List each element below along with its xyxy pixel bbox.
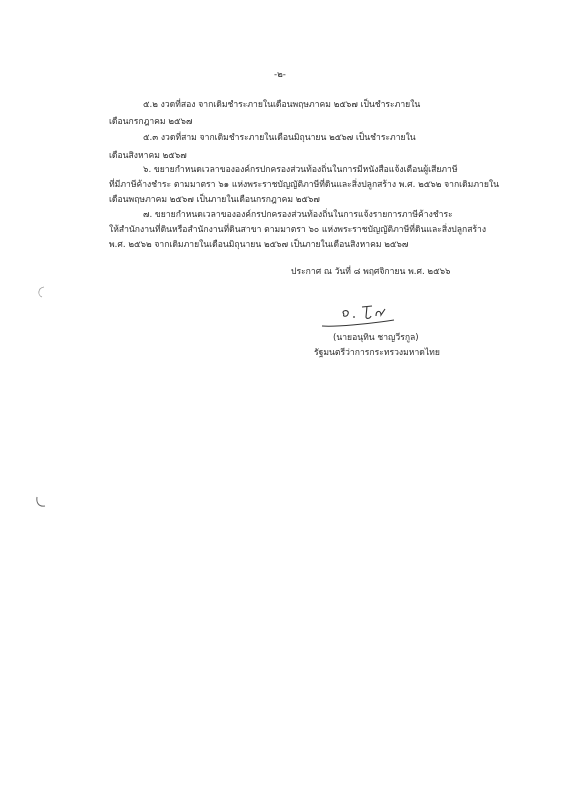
page-number: -๒- (274, 70, 286, 80)
text-line: พ.ศ. ๒๕๖๒ จากเดิมภายในเดือนมิถุนายน ๒๕๖๗ เป็นภายในเดือนสิงหาคม ๒๕๖๗ (109, 240, 409, 250)
text-line: ๕.๒ งวดที่สอง จากเดิมชำระภายในเดือนพฤษภาคม ๒๕๖๗ เป็นชำระภายใน (143, 100, 421, 110)
text-line: ให้สำนักงานที่ดินหรือสำนักงานที่ดินสาขา ตามมาตรา ๖๐ แห่งพระราชบัญญัติภาษีที่ดินและสิ่งปลูกสร้าง (109, 225, 487, 235)
signatory-position: รัฐมนตรีว่าการกระทรวงมหาดไทย (314, 348, 440, 358)
text-line: ๕.๓ งวดที่สาม จากเดิมชำระภายในเดือนมิถุนายน ๒๕๖๗ เป็นชำระภายใน (143, 133, 416, 143)
punch-hole-mark (34, 285, 48, 299)
text-line: ที่มีภาษีค้างชำระ ตามมาตรา ๖๑ แห่งพระราชบัญญัติภาษีที่ดินและสิ่งปลูกสร้าง พ.ศ. ๒๕๖๒ จากเดิมภายใน (109, 180, 499, 190)
punch-hole-mark (34, 495, 48, 509)
text-line: เดือนพฤษภาคม ๒๕๖๗ เป็นภายในเดือนกรกฎาคม ๒๕๖๗ (109, 195, 320, 205)
signatory-name: (นายอนุทิน ชาญวีรกูล) (333, 333, 419, 343)
text-line: ๗. ขยายกำหนดเวลาขององค์กรปกครองส่วนท้องถิ่นในการแจ้งรายการภาษีค้างชำระ (143, 210, 453, 220)
text-line: ๖. ขยายกำหนดเวลาขององค์กรปกครองส่วนท้องถิ่นในการมีหนังสือแจ้งเตือนผู้เสียภาษี (143, 165, 458, 175)
signature (318, 300, 398, 330)
text-line: เดือนกรกฎาคม ๒๕๖๗ (109, 117, 193, 127)
announcement-date: ประกาศ ณ วันที่ ๘ พฤศจิกายน พ.ศ. ๒๕๖๖ (291, 267, 451, 277)
text-line: เดือนสิงหาคม ๒๕๖๗ (109, 151, 187, 161)
